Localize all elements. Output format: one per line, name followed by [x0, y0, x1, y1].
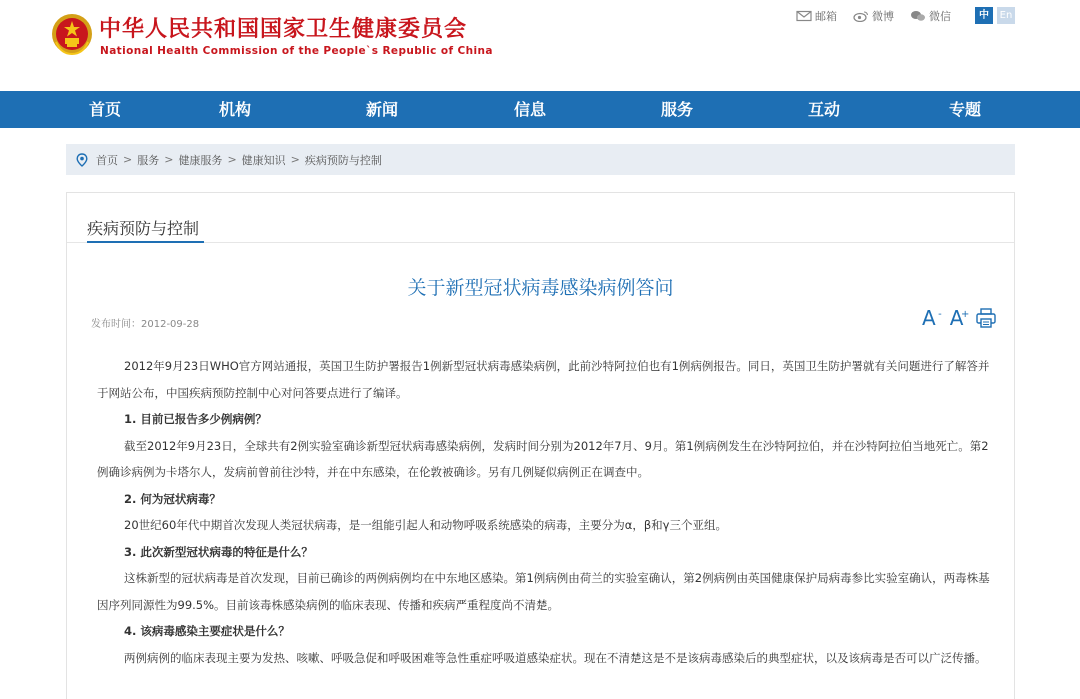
mail-label: 邮箱 [815, 10, 837, 23]
article-paragraph: 截至2012年9月23日，全球共有2例实验室确诊新型冠状病毒感染病例，发病时间分别为2012年7月、9月。第1例病例发生在沙特阿拉伯，并在沙特阿拉伯当地死亡。第2例确诊病例为卡塔尔人，发病前曾前往沙特，并在中东感染，在伦敦被确诊。另有几例疑似病例正在调查中。 [97, 438, 989, 479]
mail-icon [796, 10, 812, 22]
nav-item-news[interactable]: 新闻 [366, 100, 399, 119]
lang-en-button[interactable]: En [997, 7, 1015, 24]
top-links [796, 8, 967, 24]
nav-item-interaction[interactable]: 互动 [808, 100, 841, 119]
article-paragraph: 这株新型的冠状病毒是首次发现，目前已确诊的两例病例均在中东地区感染。第1例病例由荷兰的实验室确认，第2例病例由英国健康保护局病毒参比实验室确认，两毒株基因序列同源性为99.5%。目前该毒株感染病例的临床表现、传播和疾病严重程度尚不清楚。 [97, 571, 990, 612]
lang-zh-button[interactable]: 中 [975, 7, 993, 24]
article-paragraph: 两例病例的临床表现主要为发热、咳嗽、呼吸急促和呼吸困难等急性重症呼吸道感染症状。现在不清楚这是不是该病毒感染后的典型症状，以及该病毒是否可以广泛传播。 [124, 650, 987, 665]
main-nav [0, 91, 1080, 128]
font-decrease-button[interactable] [922, 306, 942, 330]
article-paragraph: 20世纪60年代中期首次发现人类冠状病毒，是一组能引起人和动物呼吸系统感染的病毒，主要分为α，β和γ三个亚组。 [124, 518, 727, 532]
mail-link[interactable] [796, 8, 837, 24]
site-header [0, 0, 1080, 91]
nav-item-information[interactable]: 信息 [514, 100, 547, 119]
weibo-icon [853, 10, 869, 22]
publish-date-value: 2012-09-28 [141, 319, 200, 330]
article-body [97, 353, 990, 671]
font-increase-button[interactable] [949, 306, 970, 330]
nav-item-institutions[interactable]: 机构 [219, 100, 252, 119]
breadcrumb-disease-control[interactable]: 疾病预防与控制 [304, 153, 382, 167]
article-tools [922, 307, 997, 329]
breadcrumb-separator: > [164, 153, 174, 166]
section-title: 疾病预防与控制 [87, 219, 200, 238]
site-title[interactable]: 中华人民共和国国家卫生健康委员会 [99, 17, 468, 42]
section-title-underline [87, 241, 204, 243]
article-question: 3. 此次新型冠状病毒的特征是什么？ [124, 544, 313, 559]
weibo-label: 微博 [872, 10, 894, 23]
section-divider [67, 242, 1014, 243]
breadcrumb-home[interactable]: 首页 [96, 153, 118, 167]
weibo-link[interactable] [853, 8, 894, 24]
publish-date [91, 315, 199, 330]
location-pin-icon [76, 153, 88, 167]
wechat-link[interactable] [910, 8, 951, 24]
font-increase-label: A [949, 306, 964, 330]
breadcrumb-separator: > [227, 153, 237, 166]
font-decrease-mark: - [938, 309, 942, 320]
breadcrumb-health-services[interactable]: 健康服务 [178, 153, 223, 167]
breadcrumb-health-knowledge[interactable]: 健康知识 [241, 153, 286, 167]
breadcrumb [66, 144, 1015, 175]
nav-item-home[interactable]: 首页 [89, 100, 122, 119]
content-box [66, 192, 1015, 699]
national-emblem-logo[interactable] [51, 12, 93, 56]
font-increase-mark: + [960, 309, 970, 320]
article-question: 4. 该病毒感染主要症状是什么？ [124, 624, 290, 638]
site-subtitle: National Health Commission of the People`s Republic of China [100, 45, 493, 57]
article-question: 1. 目前已报告多少例病例？ [124, 412, 267, 426]
article-title: 关于新型冠状病毒感染病例答问 [407, 277, 674, 299]
breadcrumb-services[interactable]: 服务 [137, 153, 160, 167]
print-icon[interactable] [975, 307, 997, 329]
article-paragraph: 2012年9月23日WHO官方网站通报，英国卫生防护署报告1例新型冠状病毒感染病例，此前沙特阿拉伯也有1例病例报告。同日，英国卫生防护署就有关问题进行了解答并于网站公布，中国疾病预防控制中心对问答要点进行了编译。 [97, 359, 990, 400]
wechat-label: 微信 [929, 10, 951, 23]
article-question: 2. 何为冠状病毒？ [124, 491, 221, 506]
breadcrumb-separator: > [290, 153, 300, 166]
font-decrease-label: A [922, 306, 936, 330]
nav-item-services[interactable]: 服务 [661, 100, 694, 119]
publish-date-label: 发布时间： [91, 319, 141, 330]
wechat-icon [910, 10, 926, 22]
nav-item-topics[interactable]: 专题 [949, 100, 982, 119]
breadcrumb-separator: > [123, 153, 133, 166]
language-switch [975, 7, 1019, 24]
